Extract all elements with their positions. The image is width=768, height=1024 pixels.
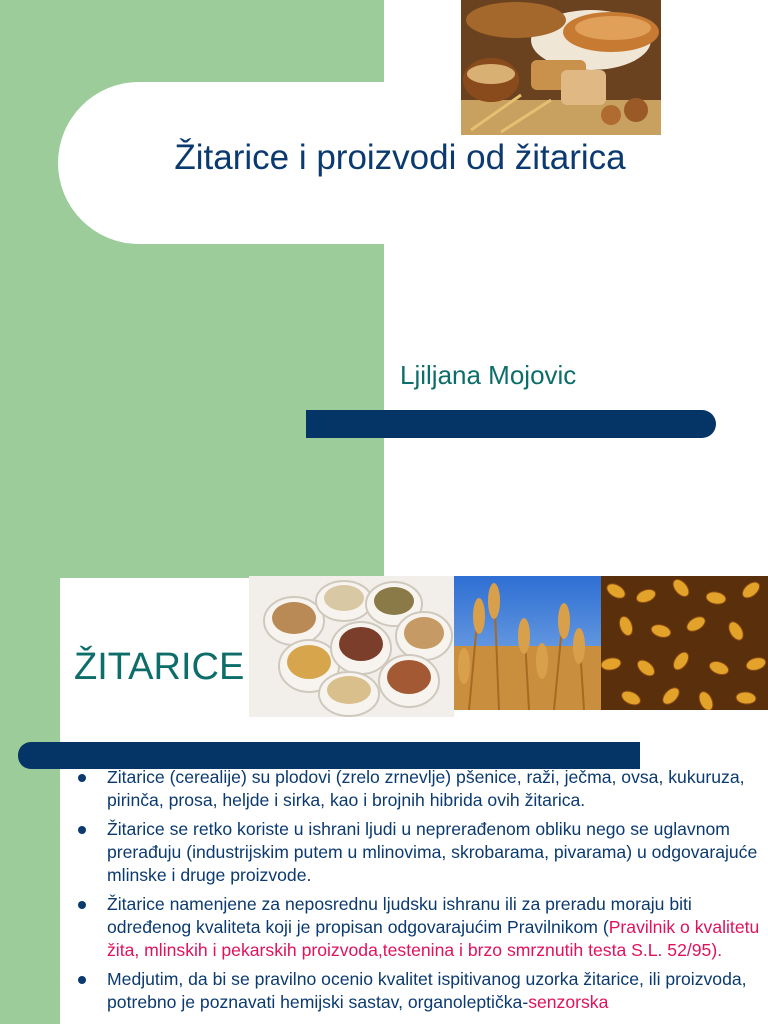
bullet-text: Zitarice (cerealije) su plodovi (zrelo zrnevlje) pšenice, raži, ječma, ovsa, kukuruza, pirinča, prosa, heljde i sirka, kao i brojnih hibrida ovih žitarica.: [107, 767, 745, 810]
bullet-icon: [78, 774, 86, 782]
section-heading: ŽITARICE: [74, 646, 245, 688]
list-item: [74, 818, 764, 887]
bullet-text: Medjutim, da bi se pravilno ocenio kvalitet ispitivanog uzorka žitarice, ili proizvoda, potrebno je poznavati hemijski sastav, organoleptička-: [107, 969, 747, 1012]
wheat-field-photo: [454, 576, 601, 710]
bullet-icon: [78, 826, 86, 834]
bullet-icon: [78, 901, 86, 909]
list-item: [74, 893, 764, 962]
divider-bar: [18, 742, 640, 769]
regulation-reference: Pravilnik o kvalitetu žita, mlinskih i pekarskih proizvoda,testenina i brzo smrznutih testa S.L. 52/95).: [107, 917, 760, 960]
author-name: Ljiljana Mojovic: [400, 360, 577, 390]
bullet-list: [74, 766, 764, 1020]
green-side-panel: [0, 578, 60, 1024]
slide-title: Žitarice i proizvodi od žitarica: [174, 138, 626, 177]
divider-bar: [306, 410, 716, 438]
corn-kernels-photo: [601, 576, 768, 710]
bullet-text: Žitarice se retko koriste u ishrani ljudi u neprerađenom obliku nego se uglavnom prerađuju (industrijskim putem u mlinovima, skrobarama, pivarama) u odgovarajuće mlinske i druge proizvode.: [107, 819, 758, 885]
list-item: [74, 968, 764, 1014]
highlighted-term: senzorska: [528, 992, 609, 1012]
bullet-text: Žitarice namenjene za neposrednu ljudsku ishranu ili za preradu moraju biti određenog kvaliteta koji je propisan odgovarajućim Pravilnikom (: [107, 894, 692, 937]
bread-and-grains-photo: [461, 0, 661, 135]
grain-sacks-photo: [249, 576, 454, 717]
bullet-icon: [78, 976, 86, 984]
list-item: [74, 766, 764, 812]
